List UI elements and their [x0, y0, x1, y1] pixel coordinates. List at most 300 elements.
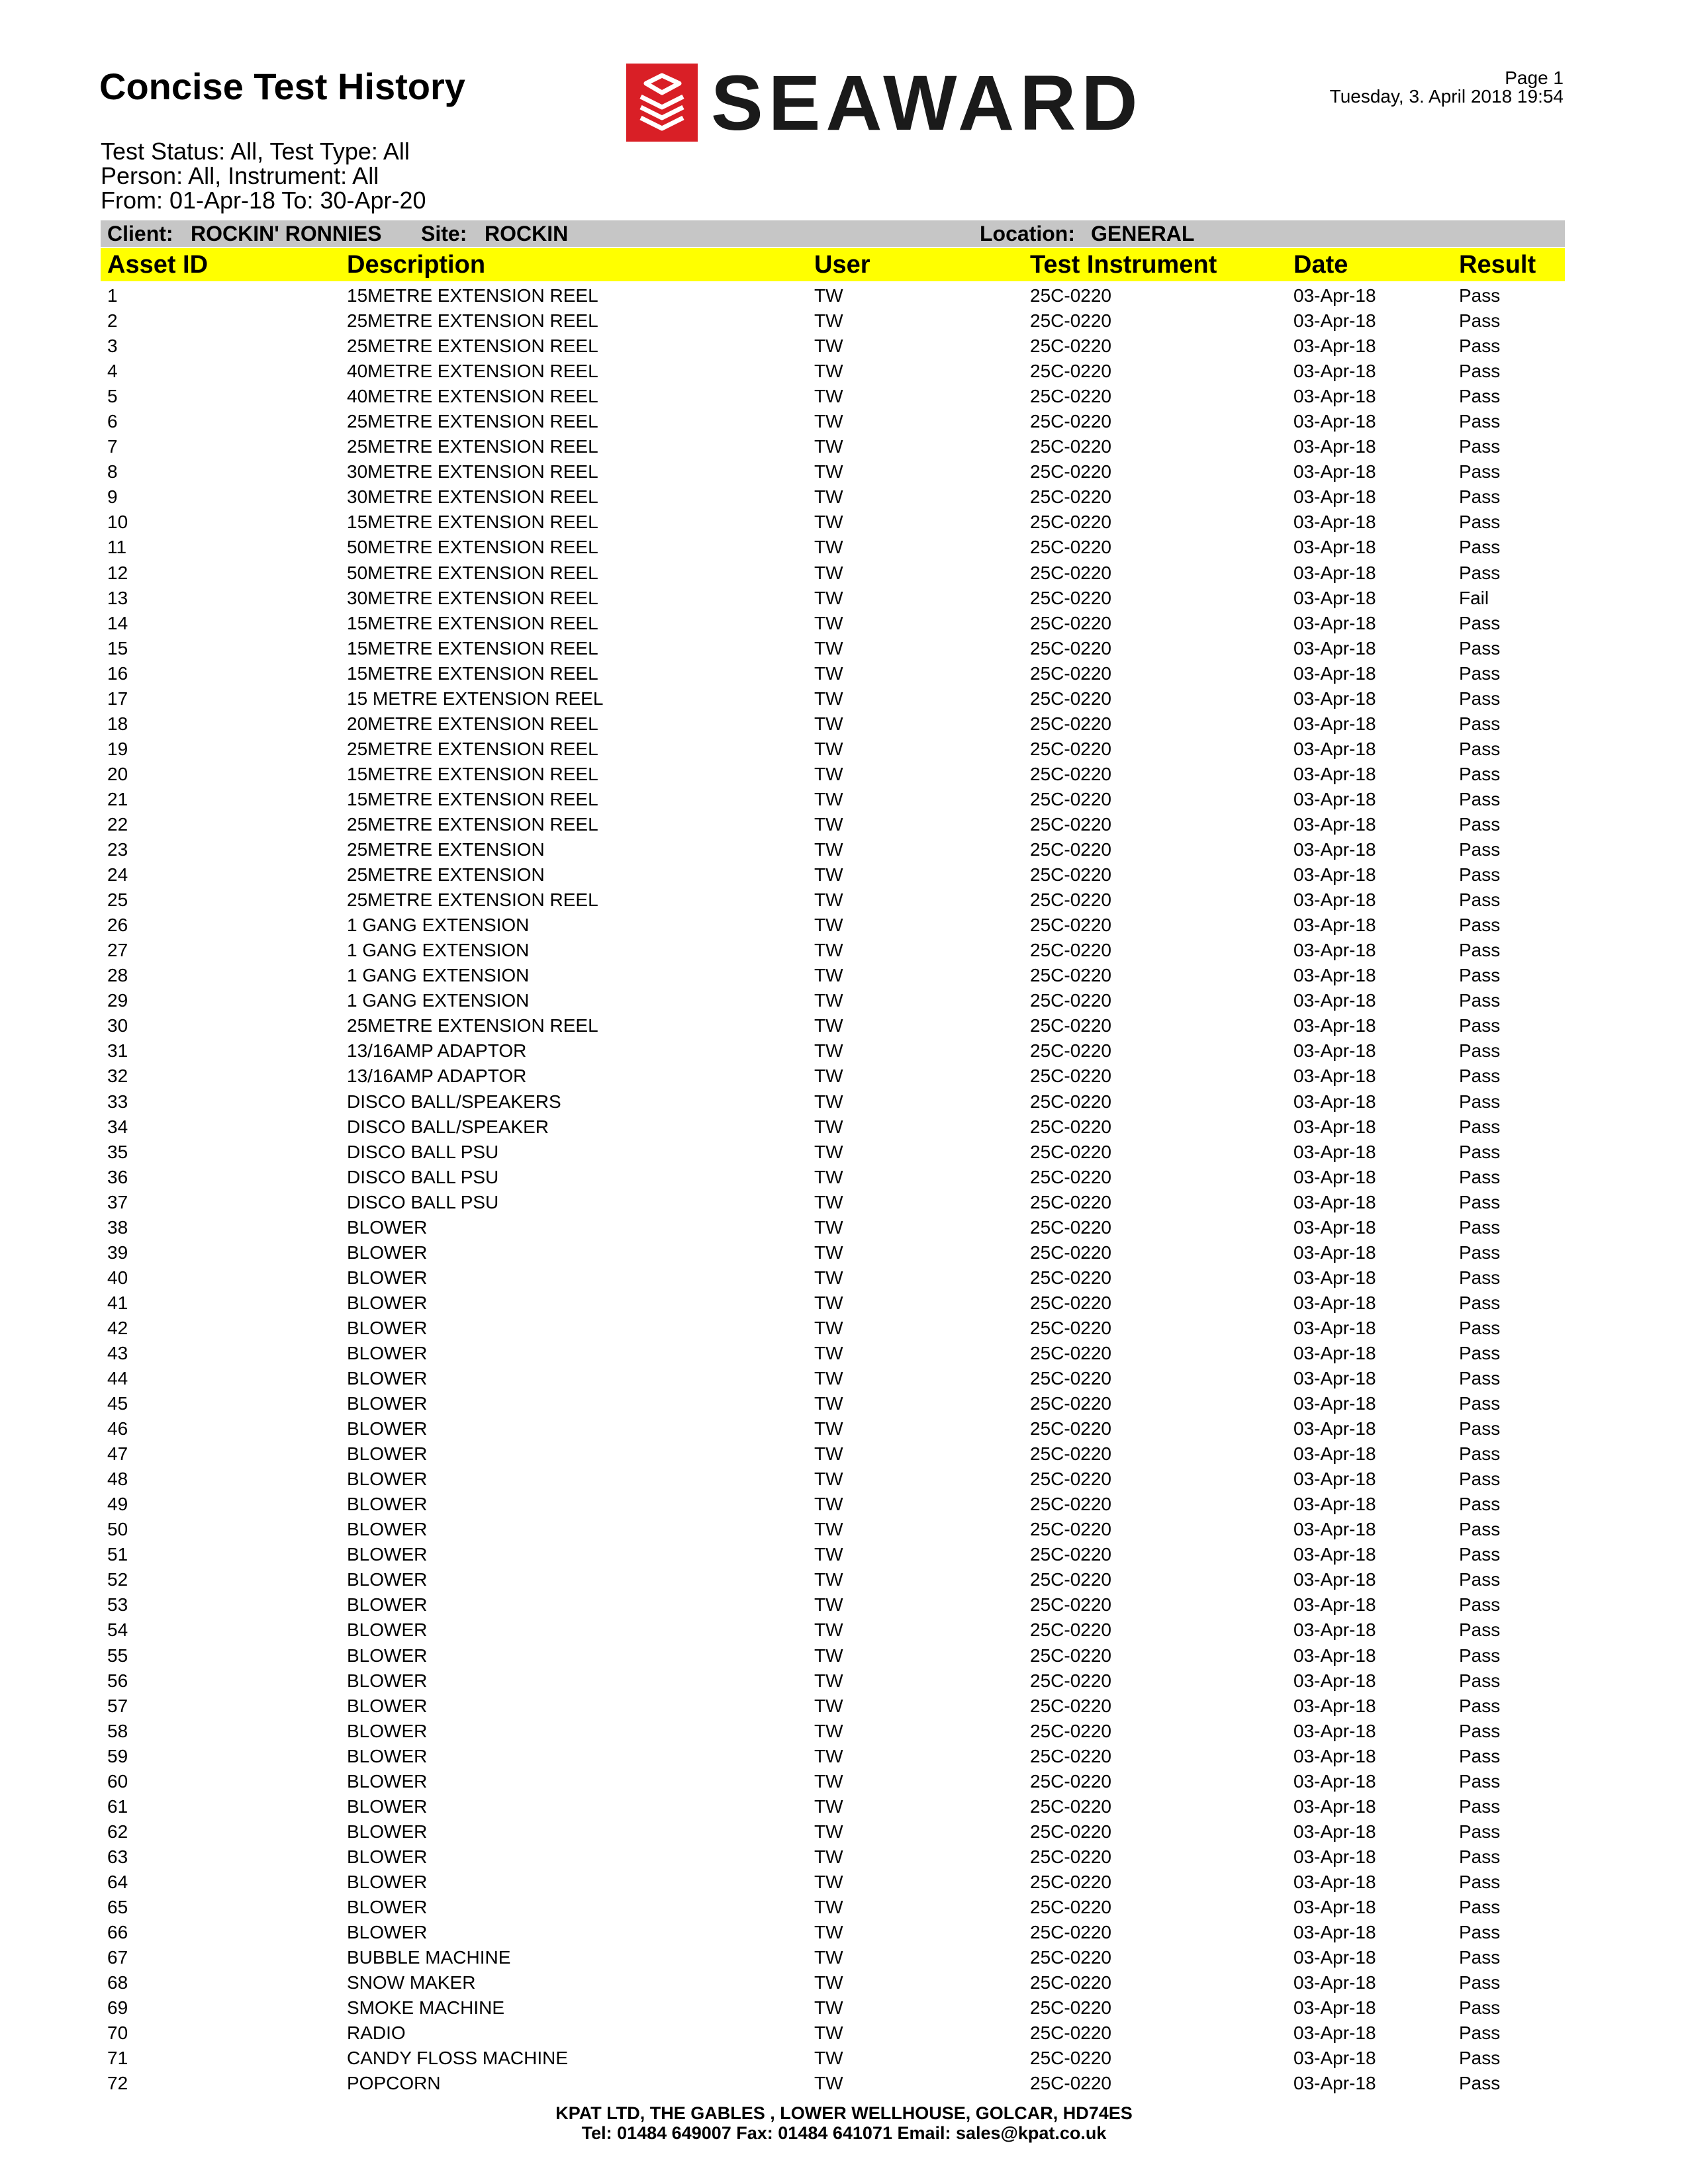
- asset-id-cell: 23: [107, 839, 128, 860]
- description-cell: BLOWER: [347, 1469, 428, 1490]
- date-cell: 03-Apr-18: [1293, 562, 1376, 583]
- result-cell: Fail: [1459, 587, 1489, 608]
- date-cell: 03-Apr-18: [1293, 990, 1376, 1011]
- description-cell: 25METRE EXTENSION REEL: [347, 1015, 598, 1036]
- description-cell: DISCO BALL PSU: [347, 1141, 499, 1162]
- asset-id-cell: 46: [107, 1418, 128, 1439]
- table-row: [101, 1089, 1565, 1115]
- asset-id-cell: 29: [107, 990, 128, 1011]
- date-cell: 03-Apr-18: [1293, 1519, 1376, 1540]
- user-cell: TW: [814, 965, 843, 986]
- result-cell: Pass: [1459, 461, 1501, 482]
- date-cell: 03-Apr-18: [1293, 1116, 1376, 1137]
- user-cell: TW: [814, 864, 843, 886]
- asset-id-cell: 6: [107, 411, 118, 432]
- table-row: [101, 1240, 1565, 1265]
- table-row: [101, 1668, 1565, 1694]
- date-cell: 03-Apr-18: [1293, 738, 1376, 759]
- table-row: [101, 1265, 1565, 1291]
- user-cell: TW: [814, 461, 843, 482]
- asset-id-cell: 41: [107, 1292, 128, 1313]
- table-row: [101, 409, 1565, 434]
- result-cell: Pass: [1459, 940, 1501, 961]
- date-cell: 03-Apr-18: [1293, 1619, 1376, 1641]
- instrument-cell: 25C-0220: [1030, 1695, 1111, 1716]
- date-cell: 03-Apr-18: [1293, 889, 1376, 911]
- user-cell: TW: [814, 562, 843, 583]
- asset-id-cell: 56: [107, 1670, 128, 1691]
- page-number: Page 1: [1505, 68, 1564, 88]
- result-cell: Pass: [1459, 1997, 1501, 2019]
- instrument-cell: 25C-0220: [1030, 1619, 1111, 1641]
- table-row: [101, 1945, 1565, 1970]
- asset-id-cell: 57: [107, 1695, 128, 1716]
- user-cell: TW: [814, 688, 843, 709]
- description-cell: 20METRE EXTENSION REEL: [347, 713, 598, 734]
- table-row: [101, 1617, 1565, 1643]
- date-cell: 03-Apr-18: [1293, 1368, 1376, 1389]
- date-cell: 03-Apr-18: [1293, 1720, 1376, 1741]
- table-row: [101, 1694, 1565, 1719]
- seaward-logo-mark: [626, 64, 698, 142]
- description-cell: 13/16AMP ADAPTOR: [347, 1040, 527, 1062]
- date-cell: 03-Apr-18: [1293, 1796, 1376, 1817]
- description-cell: 25METRE EXTENSION REEL: [347, 813, 598, 835]
- date-cell: 03-Apr-18: [1293, 1897, 1376, 1917]
- date-cell: 03-Apr-18: [1293, 637, 1376, 659]
- asset-id-cell: 4: [107, 361, 118, 382]
- table-row: [101, 1769, 1565, 1794]
- result-cell: Pass: [1459, 562, 1501, 583]
- asset-id-cell: 68: [107, 1972, 128, 1993]
- table-row: [101, 1215, 1565, 1240]
- instrument-cell: 25C-0220: [1030, 1645, 1111, 1666]
- instrument-cell: 25C-0220: [1030, 1594, 1111, 1615]
- description-cell: BLOWER: [347, 1242, 428, 1263]
- table-row: [101, 1366, 1565, 1391]
- instrument-cell: 25C-0220: [1030, 310, 1111, 332]
- asset-id-cell: 51: [107, 1544, 128, 1565]
- description-cell: 30METRE EXTENSION REEL: [347, 486, 598, 508]
- asset-id-cell: 8: [107, 461, 118, 482]
- instrument-cell: 25C-0220: [1030, 1544, 1111, 1565]
- site-name: ROCKIN: [485, 222, 569, 246]
- date-cell: 03-Apr-18: [1293, 1670, 1376, 1691]
- table-row: [101, 812, 1565, 837]
- table-row: [101, 1190, 1565, 1215]
- description-cell: DISCO BALL PSU: [347, 1166, 499, 1187]
- instrument-cell: 25C-0220: [1030, 1469, 1111, 1490]
- result-cell: Pass: [1459, 1216, 1501, 1238]
- result-cell: Pass: [1459, 1342, 1501, 1363]
- print-date: Tuesday, 3. April 2018 19:54: [1329, 86, 1564, 107]
- result-cell: Pass: [1459, 1972, 1501, 1993]
- user-cell: TW: [814, 763, 843, 784]
- instrument-cell: 25C-0220: [1030, 688, 1111, 709]
- result-cell: Pass: [1459, 386, 1501, 407]
- asset-id-cell: 14: [107, 612, 128, 633]
- user-cell: TW: [814, 1846, 843, 1867]
- column-header-test-instrument: Test Instrument: [1030, 251, 1217, 279]
- instrument-cell: 25C-0220: [1030, 1972, 1111, 1993]
- result-cell: Pass: [1459, 1770, 1501, 1792]
- result-cell: Pass: [1459, 1720, 1501, 1741]
- description-cell: BLOWER: [347, 1821, 428, 1842]
- instrument-cell: 25C-0220: [1030, 1796, 1111, 1817]
- result-cell: Pass: [1459, 1368, 1501, 1389]
- instrument-cell: 25C-0220: [1030, 1267, 1111, 1288]
- user-cell: TW: [814, 1720, 843, 1741]
- filter-person-instrument: Person: All, Instrument: All: [101, 162, 379, 189]
- instrument-cell: 25C-0220: [1030, 1166, 1111, 1187]
- description-cell: 25METRE EXTENSION REEL: [347, 336, 598, 357]
- asset-id-cell: 49: [107, 1494, 128, 1515]
- result-cell: Pass: [1459, 1846, 1501, 1867]
- date-cell: 03-Apr-18: [1293, 512, 1376, 533]
- asset-id-cell: 62: [107, 1821, 128, 1842]
- date-cell: 03-Apr-18: [1293, 1015, 1376, 1036]
- date-cell: 03-Apr-18: [1293, 1317, 1376, 1338]
- table-row: [101, 1492, 1565, 1517]
- user-cell: TW: [814, 1695, 843, 1716]
- result-cell: Pass: [1459, 965, 1501, 986]
- asset-id-cell: 10: [107, 512, 128, 533]
- user-cell: TW: [814, 940, 843, 961]
- instrument-cell: 25C-0220: [1030, 940, 1111, 961]
- table-row: [101, 434, 1565, 459]
- result-cell: Pass: [1459, 512, 1501, 533]
- table-row: [101, 988, 1565, 1013]
- asset-id-cell: 28: [107, 965, 128, 986]
- table-row: [101, 636, 1565, 661]
- result-cell: Pass: [1459, 688, 1501, 709]
- description-cell: 15METRE EXTENSION REEL: [347, 637, 598, 659]
- user-cell: TW: [814, 1796, 843, 1817]
- result-cell: Pass: [1459, 1519, 1501, 1540]
- table-row: [101, 862, 1565, 887]
- table-row: [101, 711, 1565, 737]
- result-cell: Pass: [1459, 2073, 1501, 2094]
- instrument-cell: 25C-0220: [1030, 1494, 1111, 1515]
- user-cell: TW: [814, 1342, 843, 1363]
- instrument-cell: 25C-0220: [1030, 1897, 1111, 1917]
- user-cell: TW: [814, 361, 843, 382]
- result-cell: Pass: [1459, 1569, 1501, 1590]
- result-cell: Pass: [1459, 788, 1501, 809]
- description-cell: CANDY FLOSS MACHINE: [347, 2048, 568, 2069]
- user-cell: TW: [814, 1443, 843, 1465]
- asset-id-cell: 25: [107, 889, 128, 911]
- description-cell: 15METRE EXTENSION REEL: [347, 763, 598, 784]
- date-cell: 03-Apr-18: [1293, 1745, 1376, 1766]
- asset-id-cell: 11: [107, 537, 127, 558]
- table-row: [101, 1517, 1565, 1542]
- instrument-cell: 25C-0220: [1030, 612, 1111, 633]
- instrument-cell: 25C-0220: [1030, 738, 1111, 759]
- table-row: [101, 1895, 1565, 1920]
- instrument-cell: 25C-0220: [1030, 386, 1111, 407]
- asset-id-cell: 19: [107, 738, 128, 759]
- table-row: [101, 1416, 1565, 1441]
- asset-id-cell: 65: [107, 1897, 128, 1917]
- result-cell: Pass: [1459, 889, 1501, 911]
- result-cell: Pass: [1459, 1242, 1501, 1263]
- date-cell: 03-Apr-18: [1293, 486, 1376, 508]
- asset-id-cell: 3: [107, 336, 118, 357]
- result-cell: Pass: [1459, 336, 1501, 357]
- result-cell: Pass: [1459, 1091, 1501, 1112]
- table-row: [101, 1819, 1565, 1844]
- user-cell: TW: [814, 1972, 843, 1993]
- date-cell: 03-Apr-18: [1293, 461, 1376, 482]
- description-cell: BLOWER: [347, 1846, 428, 1867]
- result-cell: Pass: [1459, 1040, 1501, 1062]
- instrument-cell: 25C-0220: [1030, 562, 1111, 583]
- result-cell: Pass: [1459, 1141, 1501, 1162]
- result-cell: Pass: [1459, 1947, 1501, 1968]
- instrument-cell: 25C-0220: [1030, 512, 1111, 533]
- table-row: [101, 308, 1565, 334]
- asset-id-cell: 9: [107, 486, 118, 508]
- asset-id-cell: 67: [107, 1947, 128, 1968]
- date-cell: 03-Apr-18: [1293, 1569, 1376, 1590]
- asset-id-cell: 50: [107, 1519, 128, 1540]
- table-row: [101, 1467, 1565, 1492]
- date-cell: 03-Apr-18: [1293, 662, 1376, 684]
- instrument-cell: 25C-0220: [1030, 990, 1111, 1011]
- description-cell: BLOWER: [347, 1770, 428, 1792]
- user-cell: TW: [814, 2073, 843, 2094]
- instrument-cell: 25C-0220: [1030, 1418, 1111, 1439]
- instrument-cell: 25C-0220: [1030, 1015, 1111, 1036]
- table-row: [101, 1870, 1565, 1895]
- result-cell: Pass: [1459, 1443, 1501, 1465]
- table-row: [101, 2071, 1565, 2096]
- user-cell: TW: [814, 1393, 843, 1414]
- date-cell: 03-Apr-18: [1293, 940, 1376, 961]
- user-cell: TW: [814, 2048, 843, 2069]
- description-cell: 15METRE EXTENSION REEL: [347, 788, 598, 809]
- table-row: [101, 1920, 1565, 1945]
- date-cell: 03-Apr-18: [1293, 1267, 1376, 1288]
- table-header: [101, 248, 1565, 281]
- description-cell: 15 METRE EXTENSION REEL: [347, 688, 604, 709]
- asset-id-cell: 70: [107, 2023, 128, 2044]
- user-cell: TW: [814, 1494, 843, 1515]
- user-cell: TW: [814, 537, 843, 558]
- table-row: [101, 359, 1565, 384]
- result-cell: Pass: [1459, 1544, 1501, 1565]
- date-cell: 03-Apr-18: [1293, 1443, 1376, 1465]
- asset-id-cell: 66: [107, 1922, 128, 1943]
- result-cell: Pass: [1459, 1469, 1501, 1490]
- instrument-cell: 25C-0220: [1030, 637, 1111, 659]
- result-cell: Pass: [1459, 864, 1501, 886]
- description-cell: 50METRE EXTENSION REEL: [347, 562, 598, 583]
- column-header-description: Description: [347, 251, 486, 279]
- description-cell: POPCORN: [347, 2073, 441, 2094]
- description-cell: 25METRE EXTENSION: [347, 864, 545, 886]
- table-row: [101, 1643, 1565, 1668]
- asset-id-cell: 36: [107, 1166, 128, 1187]
- result-cell: Pass: [1459, 1418, 1501, 1439]
- table-row: [101, 1038, 1565, 1064]
- user-cell: TW: [814, 512, 843, 533]
- result-cell: Pass: [1459, 436, 1501, 457]
- instrument-cell: 25C-0220: [1030, 1443, 1111, 1465]
- table-row: [101, 737, 1565, 762]
- result-cell: Pass: [1459, 1821, 1501, 1842]
- description-cell: 50METRE EXTENSION REEL: [347, 537, 598, 558]
- asset-id-cell: 60: [107, 1770, 128, 1792]
- asset-id-cell: 24: [107, 864, 128, 886]
- instrument-cell: 25C-0220: [1030, 336, 1111, 357]
- asset-id-cell: 47: [107, 1443, 128, 1465]
- user-cell: TW: [814, 486, 843, 508]
- asset-id-cell: 2: [107, 310, 118, 332]
- description-cell: BLOWER: [347, 1393, 428, 1414]
- description-cell: 30METRE EXTENSION REEL: [347, 461, 598, 482]
- result-cell: Pass: [1459, 285, 1501, 306]
- user-cell: TW: [814, 738, 843, 759]
- instrument-cell: 25C-0220: [1030, 1745, 1111, 1766]
- date-cell: 03-Apr-18: [1293, 612, 1376, 633]
- table-row: [101, 2046, 1565, 2071]
- date-cell: 03-Apr-18: [1293, 1141, 1376, 1162]
- date-cell: 03-Apr-18: [1293, 1922, 1376, 1943]
- description-cell: BLOWER: [347, 1368, 428, 1389]
- asset-id-cell: 15: [107, 637, 128, 659]
- date-cell: 03-Apr-18: [1293, 411, 1376, 432]
- user-cell: TW: [814, 1922, 843, 1943]
- date-cell: 03-Apr-18: [1293, 310, 1376, 332]
- date-cell: 03-Apr-18: [1293, 2048, 1376, 2069]
- user-cell: TW: [814, 1569, 843, 1590]
- description-cell: BLOWER: [347, 1494, 428, 1515]
- user-cell: TW: [814, 1116, 843, 1137]
- table-row: [101, 1140, 1565, 1165]
- table-row: [101, 837, 1565, 862]
- description-cell: DISCO BALL/SPEAKERS: [347, 1091, 561, 1112]
- instrument-cell: 25C-0220: [1030, 2073, 1111, 2094]
- result-cell: Pass: [1459, 2048, 1501, 2069]
- user-cell: TW: [814, 1242, 843, 1263]
- date-cell: 03-Apr-18: [1293, 1040, 1376, 1062]
- instrument-cell: 25C-0220: [1030, 2048, 1111, 2069]
- description-cell: 30METRE EXTENSION REEL: [347, 587, 598, 608]
- result-cell: Pass: [1459, 1745, 1501, 1766]
- asset-id-cell: 13: [107, 587, 128, 608]
- date-cell: 03-Apr-18: [1293, 763, 1376, 784]
- asset-id-cell: 32: [107, 1066, 128, 1087]
- description-cell: 1 GANG EXTENSION: [347, 915, 530, 936]
- table-row: [101, 1970, 1565, 1995]
- user-cell: TW: [814, 1770, 843, 1792]
- table-row: [101, 283, 1565, 308]
- instrument-cell: 25C-0220: [1030, 1191, 1111, 1212]
- user-cell: TW: [814, 336, 843, 357]
- user-cell: TW: [814, 1141, 843, 1162]
- instrument-cell: 25C-0220: [1030, 813, 1111, 835]
- instrument-cell: 25C-0220: [1030, 1871, 1111, 1892]
- date-cell: 03-Apr-18: [1293, 1846, 1376, 1867]
- result-cell: Pass: [1459, 1695, 1501, 1716]
- asset-id-cell: 16: [107, 662, 128, 684]
- date-cell: 03-Apr-18: [1293, 386, 1376, 407]
- user-cell: TW: [814, 1191, 843, 1212]
- client-bar: [101, 220, 1565, 247]
- result-cell: Pass: [1459, 662, 1501, 684]
- result-cell: Pass: [1459, 1494, 1501, 1515]
- user-cell: TW: [814, 1418, 843, 1439]
- table-row: [101, 1064, 1565, 1089]
- table-row: [101, 963, 1565, 988]
- table-row: [101, 1844, 1565, 1870]
- instrument-cell: 25C-0220: [1030, 1292, 1111, 1313]
- user-cell: TW: [814, 1317, 843, 1338]
- table-row: [101, 938, 1565, 963]
- table-row: [101, 1391, 1565, 1416]
- instrument-cell: 25C-0220: [1030, 1670, 1111, 1691]
- user-cell: TW: [814, 1469, 843, 1490]
- date-cell: 03-Apr-18: [1293, 1066, 1376, 1087]
- user-cell: TW: [814, 915, 843, 936]
- user-cell: TW: [814, 889, 843, 911]
- instrument-cell: 25C-0220: [1030, 587, 1111, 608]
- description-cell: BLOWER: [347, 1871, 428, 1892]
- user-cell: TW: [814, 2023, 843, 2044]
- filter-status-type: Test Status: All, Test Type: All: [101, 138, 410, 165]
- date-cell: 03-Apr-18: [1293, 788, 1376, 809]
- user-cell: TW: [814, 1040, 843, 1062]
- result-cell: Pass: [1459, 1645, 1501, 1666]
- date-cell: 03-Apr-18: [1293, 1871, 1376, 1892]
- user-cell: TW: [814, 1897, 843, 1917]
- user-cell: TW: [814, 1292, 843, 1313]
- filter-date-range: From: 01-Apr-18 To: 30-Apr-20: [101, 187, 426, 214]
- date-cell: 03-Apr-18: [1293, 1544, 1376, 1565]
- date-cell: 03-Apr-18: [1293, 1770, 1376, 1792]
- date-cell: 03-Apr-18: [1293, 965, 1376, 986]
- user-cell: TW: [814, 1519, 843, 1540]
- asset-id-cell: 54: [107, 1619, 128, 1641]
- description-cell: BLOWER: [347, 1443, 428, 1465]
- result-cell: Pass: [1459, 1191, 1501, 1212]
- instrument-cell: 25C-0220: [1030, 1393, 1111, 1414]
- result-cell: Pass: [1459, 1897, 1501, 1917]
- user-cell: TW: [814, 1267, 843, 1288]
- instrument-cell: 25C-0220: [1030, 537, 1111, 558]
- instrument-cell: 25C-0220: [1030, 1997, 1111, 2019]
- description-cell: DISCO BALL/SPEAKER: [347, 1116, 549, 1137]
- description-cell: BLOWER: [347, 1519, 428, 1540]
- asset-id-cell: 71: [107, 2048, 128, 2069]
- date-cell: 03-Apr-18: [1293, 1418, 1376, 1439]
- result-cell: Pass: [1459, 537, 1501, 558]
- asset-id-cell: 69: [107, 1997, 128, 2019]
- asset-id-cell: 21: [107, 788, 128, 809]
- report-filters: [101, 139, 426, 212]
- location-name: GENERAL: [1091, 222, 1195, 246]
- user-cell: TW: [814, 1216, 843, 1238]
- description-cell: 25METRE EXTENSION REEL: [347, 310, 598, 332]
- asset-id-cell: 64: [107, 1871, 128, 1892]
- description-cell: BLOWER: [347, 1544, 428, 1565]
- result-cell: Pass: [1459, 990, 1501, 1011]
- description-cell: BLOWER: [347, 1745, 428, 1766]
- user-cell: TW: [814, 1368, 843, 1389]
- instrument-cell: 25C-0220: [1030, 436, 1111, 457]
